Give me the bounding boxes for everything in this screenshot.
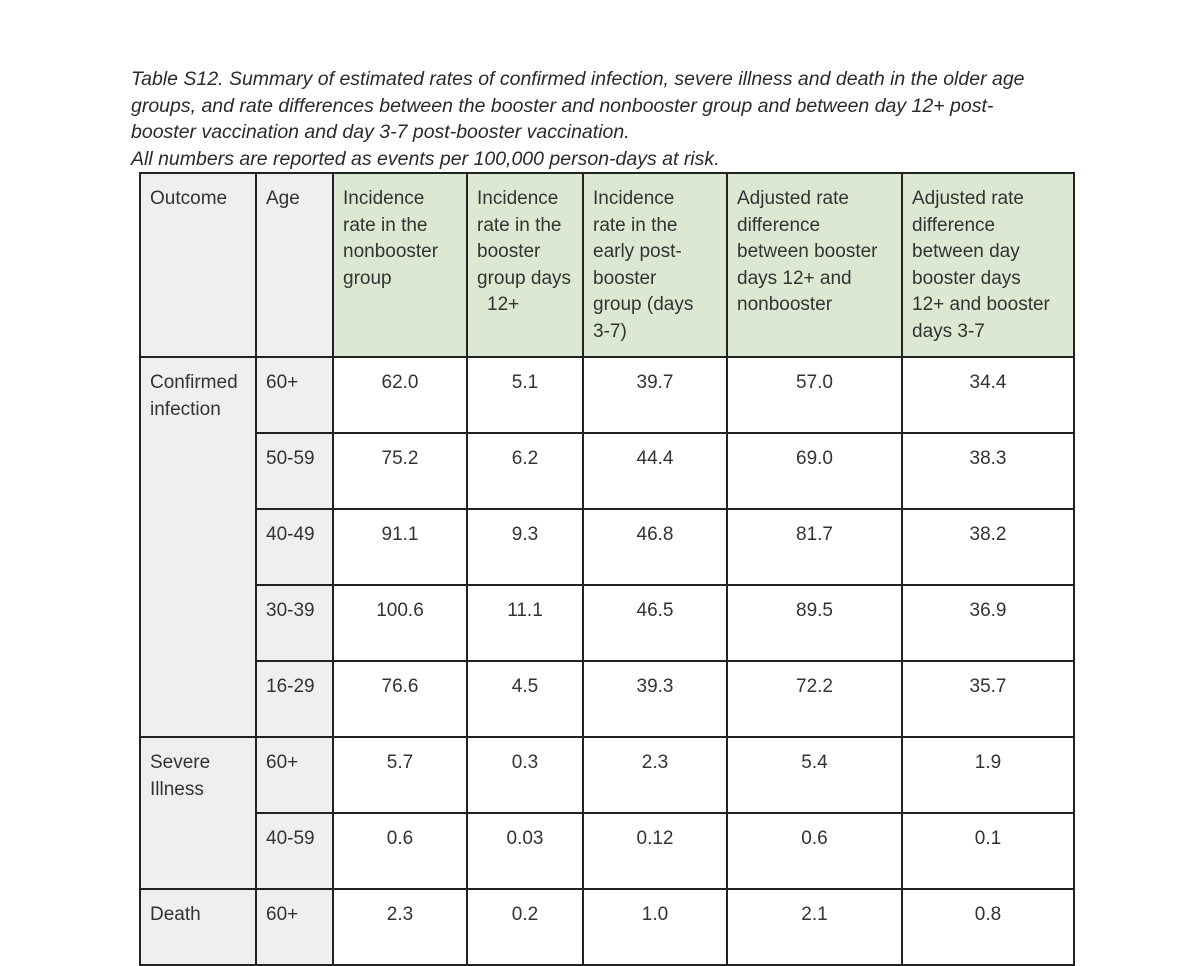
caption-line: Table S12. Summary of estimated rates of confirmed infection, severe illness and death in the older age — [131, 68, 1025, 90]
group-severe-illness: Severe Illness — [140, 737, 256, 889]
header-incidence-nonbooster: Incidence rate in the nonbooster group — [333, 173, 467, 357]
header-row — [140, 173, 1074, 357]
value-cell: 89.5 — [727, 585, 902, 661]
caption-line: booster vaccination and day 3-7 post-booster vaccination. — [131, 121, 630, 143]
age-cell: 60+ — [256, 737, 333, 813]
value-cell: 0.03 — [467, 813, 583, 889]
age-cell: 40-59 — [256, 813, 333, 889]
table-row — [140, 509, 1074, 585]
header-outcome: Outcome — [140, 173, 256, 357]
value-cell: 1.9 — [902, 737, 1074, 813]
value-cell: 91.1 — [333, 509, 467, 585]
age-cell: 30-39 — [256, 585, 333, 661]
value-cell: 100.6 — [333, 585, 467, 661]
caption-line: All numbers are reported as events per 100,000 person-days at risk. — [131, 147, 720, 170]
value-cell: 0.8 — [902, 889, 1074, 965]
value-cell: 35.7 — [902, 661, 1074, 737]
value-cell: 36.9 — [902, 585, 1074, 661]
value-cell: 2.3 — [583, 737, 727, 813]
group-confirmed-infection: Confirmed infection — [140, 357, 256, 737]
table-row — [140, 737, 1074, 813]
value-cell: 81.7 — [727, 509, 902, 585]
value-cell: 69.0 — [727, 433, 902, 509]
value-cell: 5.1 — [467, 357, 583, 433]
value-cell: 0.6 — [333, 813, 467, 889]
header-adjusted-diff-nonbooster: Adjusted rate difference between booster days 12+ and nonbooster — [727, 173, 902, 357]
table-caption — [131, 66, 1071, 172]
value-cell: 0.3 — [467, 737, 583, 813]
value-cell: 46.8 — [583, 509, 727, 585]
value-cell: 9.3 — [467, 509, 583, 585]
value-cell: 44.4 — [583, 433, 727, 509]
caption-line: groups, and rate differences between the booster and nonbooster group and between day 12+ post- — [131, 94, 994, 117]
table-row — [140, 585, 1074, 661]
value-cell: 0.2 — [467, 889, 583, 965]
value-cell: 76.6 — [333, 661, 467, 737]
value-cell: 38.3 — [902, 433, 1074, 509]
table-row — [140, 889, 1074, 965]
value-cell: 46.5 — [583, 585, 727, 661]
value-cell: 4.5 — [467, 661, 583, 737]
value-cell: 39.7 — [583, 357, 727, 433]
header-age: Age — [256, 173, 333, 357]
value-cell: 72.2 — [727, 661, 902, 737]
age-cell: 50-59 — [256, 433, 333, 509]
value-cell: 34.4 — [902, 357, 1074, 433]
value-cell: 2.1 — [727, 889, 902, 965]
value-cell: 38.2 — [902, 509, 1074, 585]
value-cell: 62.0 — [333, 357, 467, 433]
value-cell: 11.1 — [467, 585, 583, 661]
value-cell: 5.7 — [333, 737, 467, 813]
value-cell: 75.2 — [333, 433, 467, 509]
rates-table — [139, 172, 1075, 966]
header-incidence-early: Incidence rate in the early post- booster group (days 3-7) — [583, 173, 727, 357]
value-cell: 5.4 — [727, 737, 902, 813]
group-death: Death — [140, 889, 256, 965]
value-cell: 6.2 — [467, 433, 583, 509]
header-adjusted-diff-early: Adjusted rate difference between day booster days 12+ and booster days 3-7 — [902, 173, 1074, 357]
value-cell: 0.12 — [583, 813, 727, 889]
age-cell: 60+ — [256, 357, 333, 433]
value-cell: 2.3 — [333, 889, 467, 965]
value-cell: 39.3 — [583, 661, 727, 737]
header-incidence-booster: Incidence rate in the booster group days 12+ — [467, 173, 583, 357]
value-cell: 1.0 — [583, 889, 727, 965]
table-row — [140, 433, 1074, 509]
table-row — [140, 661, 1074, 737]
age-cell: 40-49 — [256, 509, 333, 585]
value-cell: 0.6 — [727, 813, 902, 889]
age-cell: 60+ — [256, 889, 333, 965]
table-row — [140, 813, 1074, 889]
age-cell: 16-29 — [256, 661, 333, 737]
value-cell: 0.1 — [902, 813, 1074, 889]
table-row — [140, 357, 1074, 433]
value-cell: 57.0 — [727, 357, 902, 433]
